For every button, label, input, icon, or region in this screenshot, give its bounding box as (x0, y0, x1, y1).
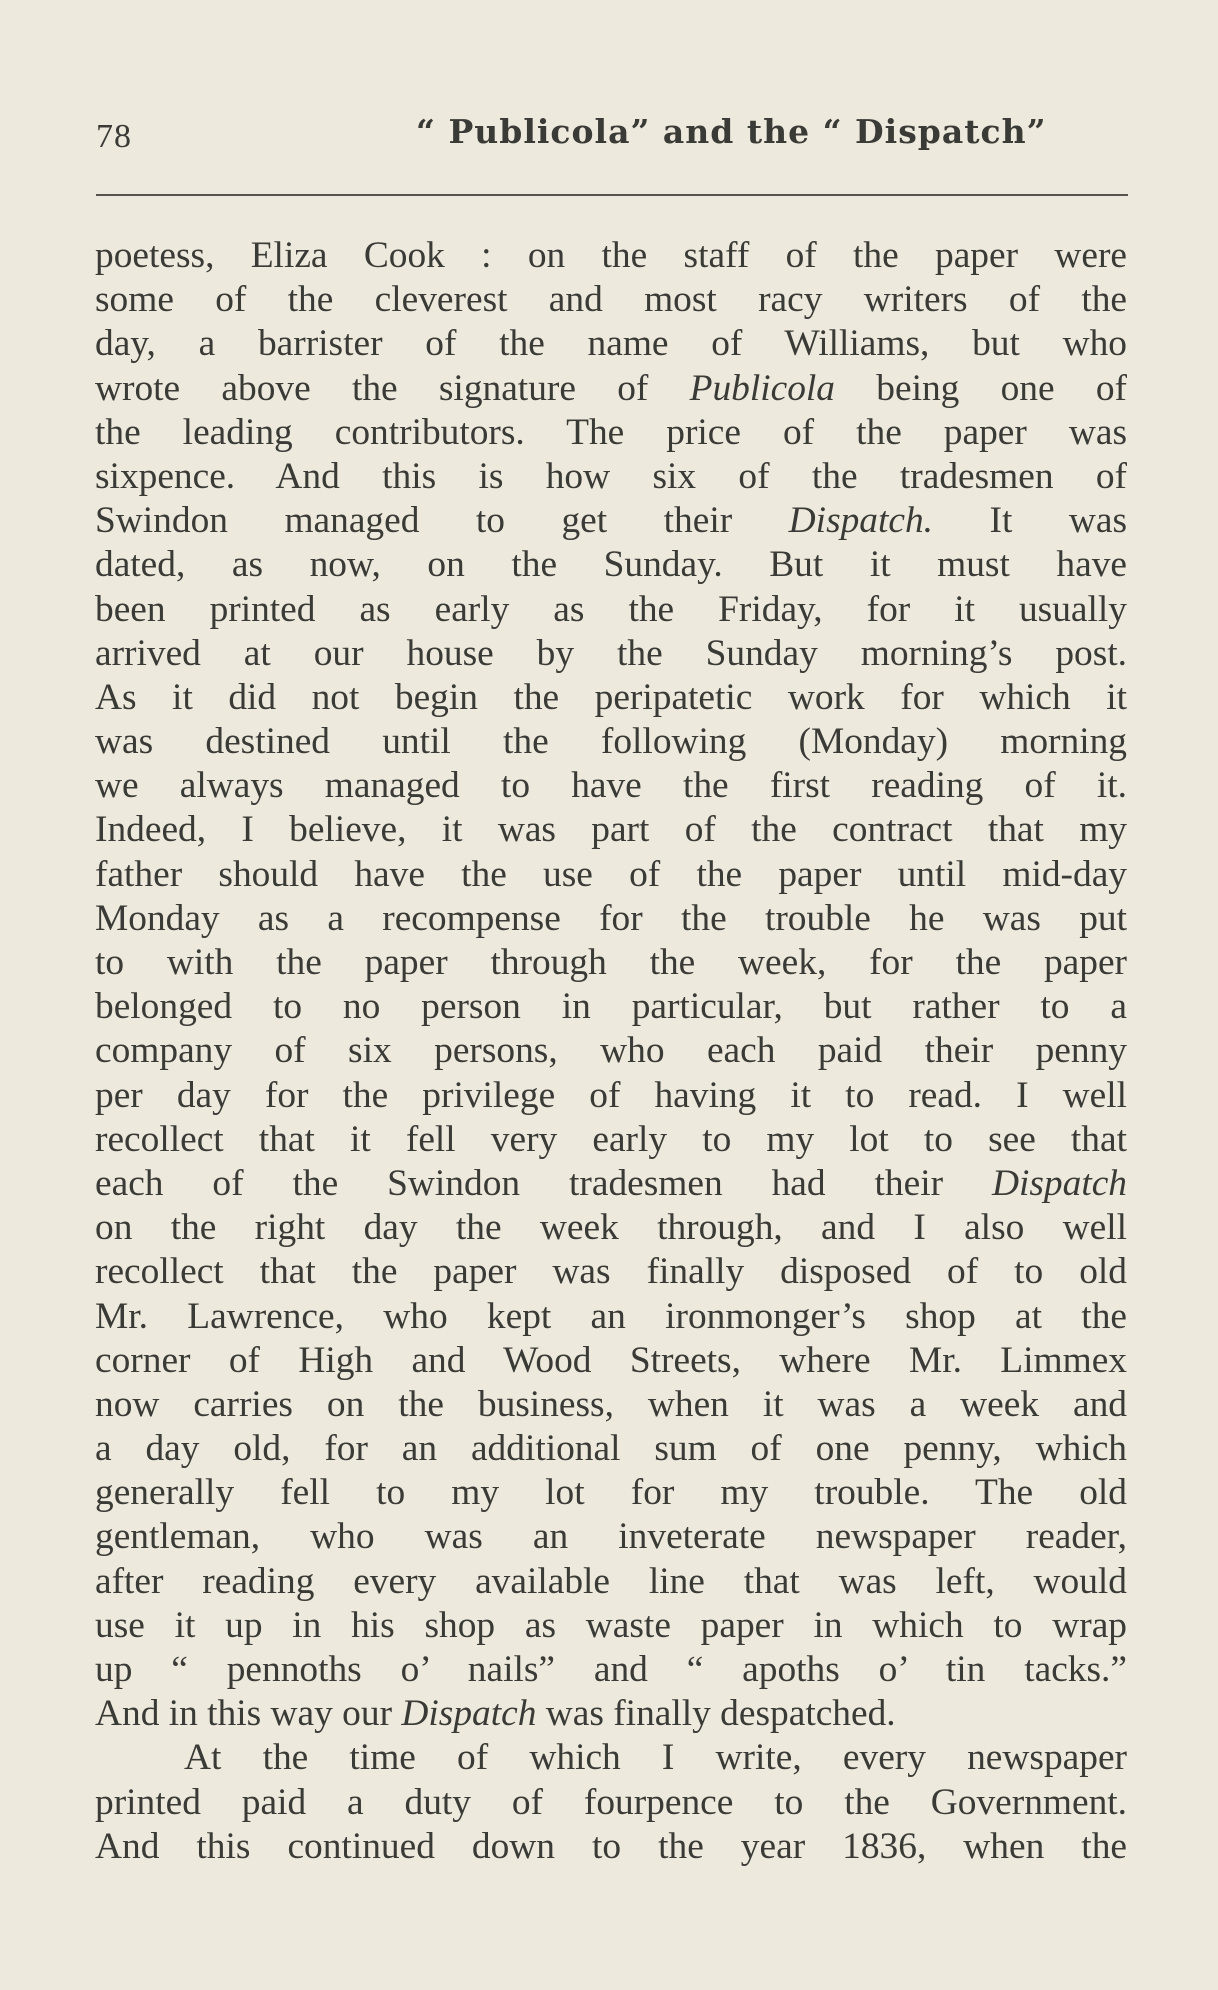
italic-title: Dispatch. (788, 500, 934, 542)
paragraph-end-line (95, 1692, 1127, 1736)
italic-title: Dispatch (991, 1162, 1127, 1204)
text-line: a day old, for an additional sum of one penny, which (95, 1428, 1127, 1470)
text-run: It was (933, 500, 1128, 542)
text-line: was destined until the following (Monday) morning (95, 721, 1127, 763)
header-rule (96, 194, 1128, 196)
text-line: Monday as a recompense for the trouble he was put (95, 897, 1127, 939)
text-line: father should have the use of the paper until mid-day (95, 853, 1127, 895)
text-line: day, a barrister of the name of Williams, but who (95, 323, 1127, 365)
text-line: some of the cleverest and most racy writers of the (95, 279, 1127, 321)
text-line: And this continued down to the year 1836, when the (95, 1825, 1127, 1867)
text-line: corner of High and Wood Streets, where Mr. Limmex (95, 1339, 1127, 1381)
text-run: Swindon managed to get their (95, 500, 789, 542)
text-line: we always managed to have the first reading of it. (95, 765, 1127, 807)
text-line: to with the paper through the week, for the paper (95, 942, 1127, 983)
text-line: printed paid a duty of fourpence to the Government. (95, 1781, 1127, 1823)
text-line: poetess, Eliza Cook : on the staff of the paper were (95, 235, 1127, 276)
text-line: Mr. Lawrence, who kept an ironmonger’s shop at the (95, 1295, 1127, 1337)
text-line: the leading contributors. The price of the paper was (95, 411, 1127, 453)
text-run: wrote above the signature of (95, 367, 690, 409)
italic-title: Dispatch (401, 1693, 537, 1735)
text-line: company of six persons, who each paid their penny (95, 1030, 1127, 1072)
text-line: belonged to no person in particular, but rather to a (95, 986, 1127, 1028)
page-number: 78 (96, 118, 132, 155)
text-line: up “ pennoths o’ nails” and “ apoths o’ tin tacks.” (95, 1649, 1127, 1690)
body-text (95, 234, 1127, 1869)
text-line: Indeed, I believe, it was part of the contract that my (95, 809, 1127, 851)
text-line: been printed as early as the Friday, for it usually (95, 588, 1127, 630)
text-line: recollect that it fell very early to my lot to see that (95, 1118, 1127, 1160)
text-run: each of the Swindon tradesmen had their (95, 1162, 992, 1204)
text-run: was finally despatched. (536, 1693, 896, 1735)
text-line: generally fell to my lot for my trouble. The old (95, 1472, 1127, 1514)
text-line: sixpence. And this is how six of the tradesmen of (95, 455, 1127, 497)
text-run: being one of (835, 367, 1128, 409)
paragraph-start-line: At the time of which I write, every newspaper (184, 1737, 1127, 1779)
text-line: use it up in his shop as waste paper in which to wrap (95, 1604, 1127, 1646)
running-title: “ Publicola” and the “ Dispatch” (416, 112, 1047, 151)
text-line: now carries on the business, when it was a week and (95, 1383, 1127, 1425)
text-line (95, 367, 1127, 411)
text-run: And in this way our (95, 1693, 402, 1735)
text-line: after reading every available line that was left, would (95, 1560, 1127, 1602)
text-line (95, 1162, 1127, 1206)
text-line (95, 499, 1127, 543)
text-line: dated, as now, on the Sunday. But it must have (95, 544, 1127, 586)
text-line: per day for the privilege of having it to read. I well (95, 1074, 1127, 1116)
page-header (96, 112, 1128, 172)
italic-title: Publicola (689, 367, 836, 409)
text-line: recollect that the paper was finally disposed of to old (95, 1251, 1127, 1293)
text-line: gentleman, who was an inveterate newspaper reader, (95, 1516, 1127, 1558)
text-line: arrived at our house by the Sunday morning’s post. (95, 632, 1127, 674)
text-line: As it did not begin the peripatetic work for which it (95, 676, 1127, 718)
text-line: on the right day the week through, and I also well (95, 1207, 1127, 1249)
